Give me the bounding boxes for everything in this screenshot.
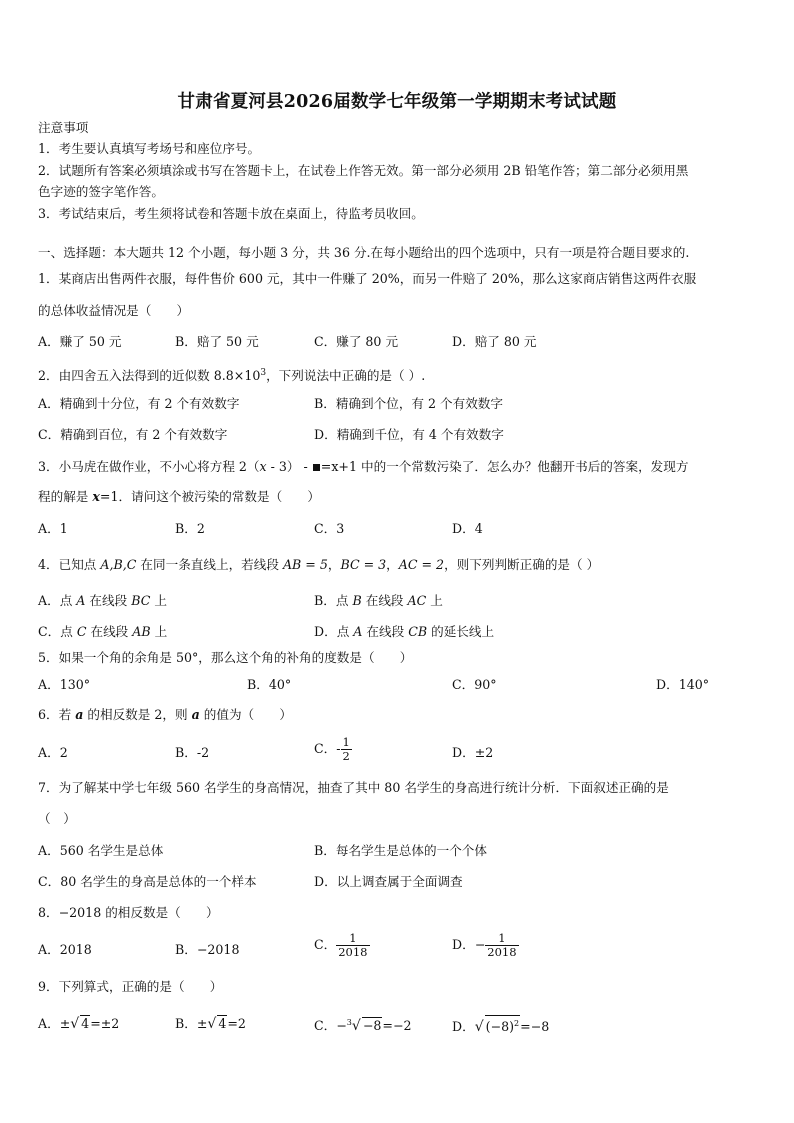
q8-option-a: A．2018 [38,942,92,957]
q6-text: 的值为（ ） [199,707,292,722]
q9-option-c [314,1015,412,1034]
opt-text: D．点 [314,624,354,639]
opt-text: 的延长线上 [427,624,495,639]
opt-text: B．点 [314,593,353,608]
q3-text: =x+1 中的一个常数污染了．怎么办？他翻开书后的答案，发现方 [320,459,689,474]
opt-segment: AC [407,593,427,608]
q5-option-d: D．140° [656,677,710,692]
radicand: 4 [218,1016,227,1031]
q2-exponent: 3 [260,368,267,378]
q4-text: ， [386,557,399,572]
question-5-stem: 5．如果一个角的余角是 50°，那么这个角的补角的度数是（ ） [38,650,413,665]
q9-option-b [175,1015,246,1032]
question-8-stem: 8．−2018 的相反数是（ ） [38,905,219,920]
q4-option-d [314,624,494,640]
q6-option-b: B．-2 [175,745,210,760]
question-1-stem-cont: 的总体收益情况是（ ） [38,303,190,318]
fraction [485,932,518,959]
question-2-stem [38,365,425,384]
q1-option-b: B．赔了 50 元 [175,334,259,349]
q5-option-a: A．130° [38,677,91,692]
q4-text: ，则下列判断正确的是（ ） [444,557,600,572]
q4-segment-ab: AB = 5 [282,557,328,572]
notice-item: 3．考试结束后，考生须将试卷和答题卡放在桌面上，待监考员收回。 [38,206,424,221]
notice-item: 2．试题所有答案必须填涂或书写在答题卡上，在试卷上作答无效。第一部分必须用 2B 铅笔作答；第二部分必须用黑 [38,163,689,178]
q9-option-a [38,1015,119,1032]
q4-text: 在同一条直线上，若线段 [136,557,283,572]
q5-option-b: B．40° [247,677,292,692]
fraction [336,932,369,959]
q3-text: =1．请问这个被污染的常数是（ ） [99,489,320,504]
q1-option-c: C．赚了 80 元 [314,334,399,349]
radical-icon: √ [70,1016,80,1032]
opt-text: 在线段 [361,593,408,608]
q6-variable: a [75,707,84,722]
opt-text: =−2 [382,1018,412,1034]
opt-text: =2 [227,1016,246,1031]
opt-text: A．点 [38,593,77,608]
question-7-stem-cont: （ ） [38,811,76,826]
fraction-denominator: 2018 [487,945,517,959]
fraction-numerator: 1 [336,932,369,946]
radicand: −8 [362,1018,382,1034]
radical-icon: √ [351,1018,361,1035]
question-3-stem-cont [38,489,320,505]
q2-option-d: D．精确到千位，有 4 个有效数字 [314,427,504,442]
opt-segment: AB [132,624,151,639]
q3-option-d: D．4 [452,521,483,536]
q7-option-b: B．每名学生是总体的一个个体 [314,843,487,858]
radical-icon: √ [474,1019,484,1036]
q6-option-d: D．±2 [452,745,494,760]
opt-text: D．− [452,937,486,952]
fraction-numerator: 1 [485,932,518,946]
q3-variable: x [259,459,267,474]
q4-text: 4．已知点 [38,557,101,572]
exponent: 2 [514,1019,520,1028]
notice-heading: 注意事项 [38,120,89,135]
root-index: 3 [346,1018,352,1027]
opt-text: D． [452,1019,475,1035]
opt-text: 上 [150,624,168,639]
fraction [341,736,352,763]
page-title: 甘肃省夏河县2026届数学七年级第一学期期末考试试题 [177,92,617,112]
q5-option-c: C．90° [452,677,497,692]
q7-option-a: A．560 名学生是总体 [38,843,164,858]
q6-text: 6．若 [38,707,76,722]
radical-icon: √ [207,1016,217,1032]
q6-option-c [314,736,352,763]
q4-option-c [38,624,167,640]
opt-text: 上 [150,593,167,608]
opt-text: 在线段 [86,624,133,639]
q6-variable: a [191,707,200,722]
q3-text: 程的解是 [38,489,93,504]
opt-segment: BC [131,593,151,608]
question-4-stem [38,557,599,573]
notice-item: 色字迹的签字笔作答。 [38,184,164,199]
q2-option-b: B．精确到个位，有 2 个有效数字 [314,396,503,411]
q3-option-b: B．2 [175,521,205,536]
question-3-stem [38,459,688,475]
q1-option-a: A．赚了 50 元 [38,334,122,349]
opt-segment: CB [408,624,428,639]
fraction-numerator: 1 [342,735,350,749]
q2-option-c: C．精确到百位，有 2 个有效数字 [38,427,228,442]
opt-text: =±2 [90,1016,120,1031]
q8-option-b: B．−2018 [175,942,240,957]
fraction-denominator: 2 [342,749,350,763]
opt-text: C．点 [38,624,77,639]
q4-points: A,B,C [100,557,137,572]
opt-text: 在线段 [85,593,132,608]
notice-item: 1．考生要认真填写考场号和座位序号。 [38,141,261,156]
opt-point: B [352,593,362,608]
opt-point: A [76,593,86,608]
q4-segment-ac: AC = 2 [398,557,445,572]
opt-text: 在线段 [362,624,409,639]
q3-text: - 3） - [266,459,312,474]
opt-text: C．− [314,1018,347,1034]
q2-stem-pre: 2．由四舍五入法得到的近似数 8.8×10 [38,368,261,384]
q2-option-a: A．精确到十分位，有 2 个有效数字 [38,396,240,411]
q3-variable: x [92,489,100,504]
opt-text: A．± [38,1016,71,1031]
ink-blot-icon [313,464,320,471]
q6-option-a: A．2 [38,745,68,760]
opt-text: C． [314,937,337,952]
radicand-base: (−8) [485,1019,515,1035]
question-7-stem: 7．为了解某中学七年级 560 名学生的身高情况，抽查了其中 80 名学生的身高进行统计分析．下面叙述正确的是 [38,780,669,795]
q4-segment-bc: BC = 3 [340,557,387,572]
q6-text: 的相反数是 2，则 [83,707,192,722]
q3-option-a: A．1 [38,521,68,536]
q3-text: 3．小马虎在做作业，不小心将方程 2（ [38,459,260,474]
q7-option-d: D．以上调查属于全面调查 [314,874,463,889]
radicand: 4 [81,1016,90,1031]
q4-text: ， [327,557,341,572]
q4-option-a [38,593,167,609]
radicand [485,1015,521,1035]
opt-point: C [76,624,87,639]
q2-stem-post: ，下列说法中正确的是（ ）. [266,368,426,384]
q4-option-b [314,593,443,609]
opt-text: 上 [426,593,443,608]
q8-option-c [314,932,370,959]
fraction-denominator: 2018 [338,945,368,959]
opt-text: =−8 [520,1019,550,1035]
question-1-stem: 1．某商店出售两件衣服，每件售价 600 元，其中一件赚了 20%，而另一件赔了 20%，那么这家商店销售这两件衣服 [38,271,697,286]
q1-option-d: D．赔了 80 元 [452,334,537,349]
opt-text: B．± [175,1016,208,1031]
section-heading: 一、选择题：本大题共 12 个小题，每小题 3 分，共 36 分.在每小题给出的四个选项中，只有一项是符合题目要求的. [38,245,690,260]
question-9-stem: 9．下列算式，正确的是（ ） [38,979,223,994]
opt-point: A [353,624,363,639]
q3-option-c: C．3 [314,521,345,536]
q8-option-d [452,932,519,959]
question-6-stem [38,707,292,723]
opt-text: C．- [314,741,341,756]
q7-option-c: C．80 名学生的身高是总体的一个样本 [38,874,257,889]
q9-option-d [452,1015,549,1035]
